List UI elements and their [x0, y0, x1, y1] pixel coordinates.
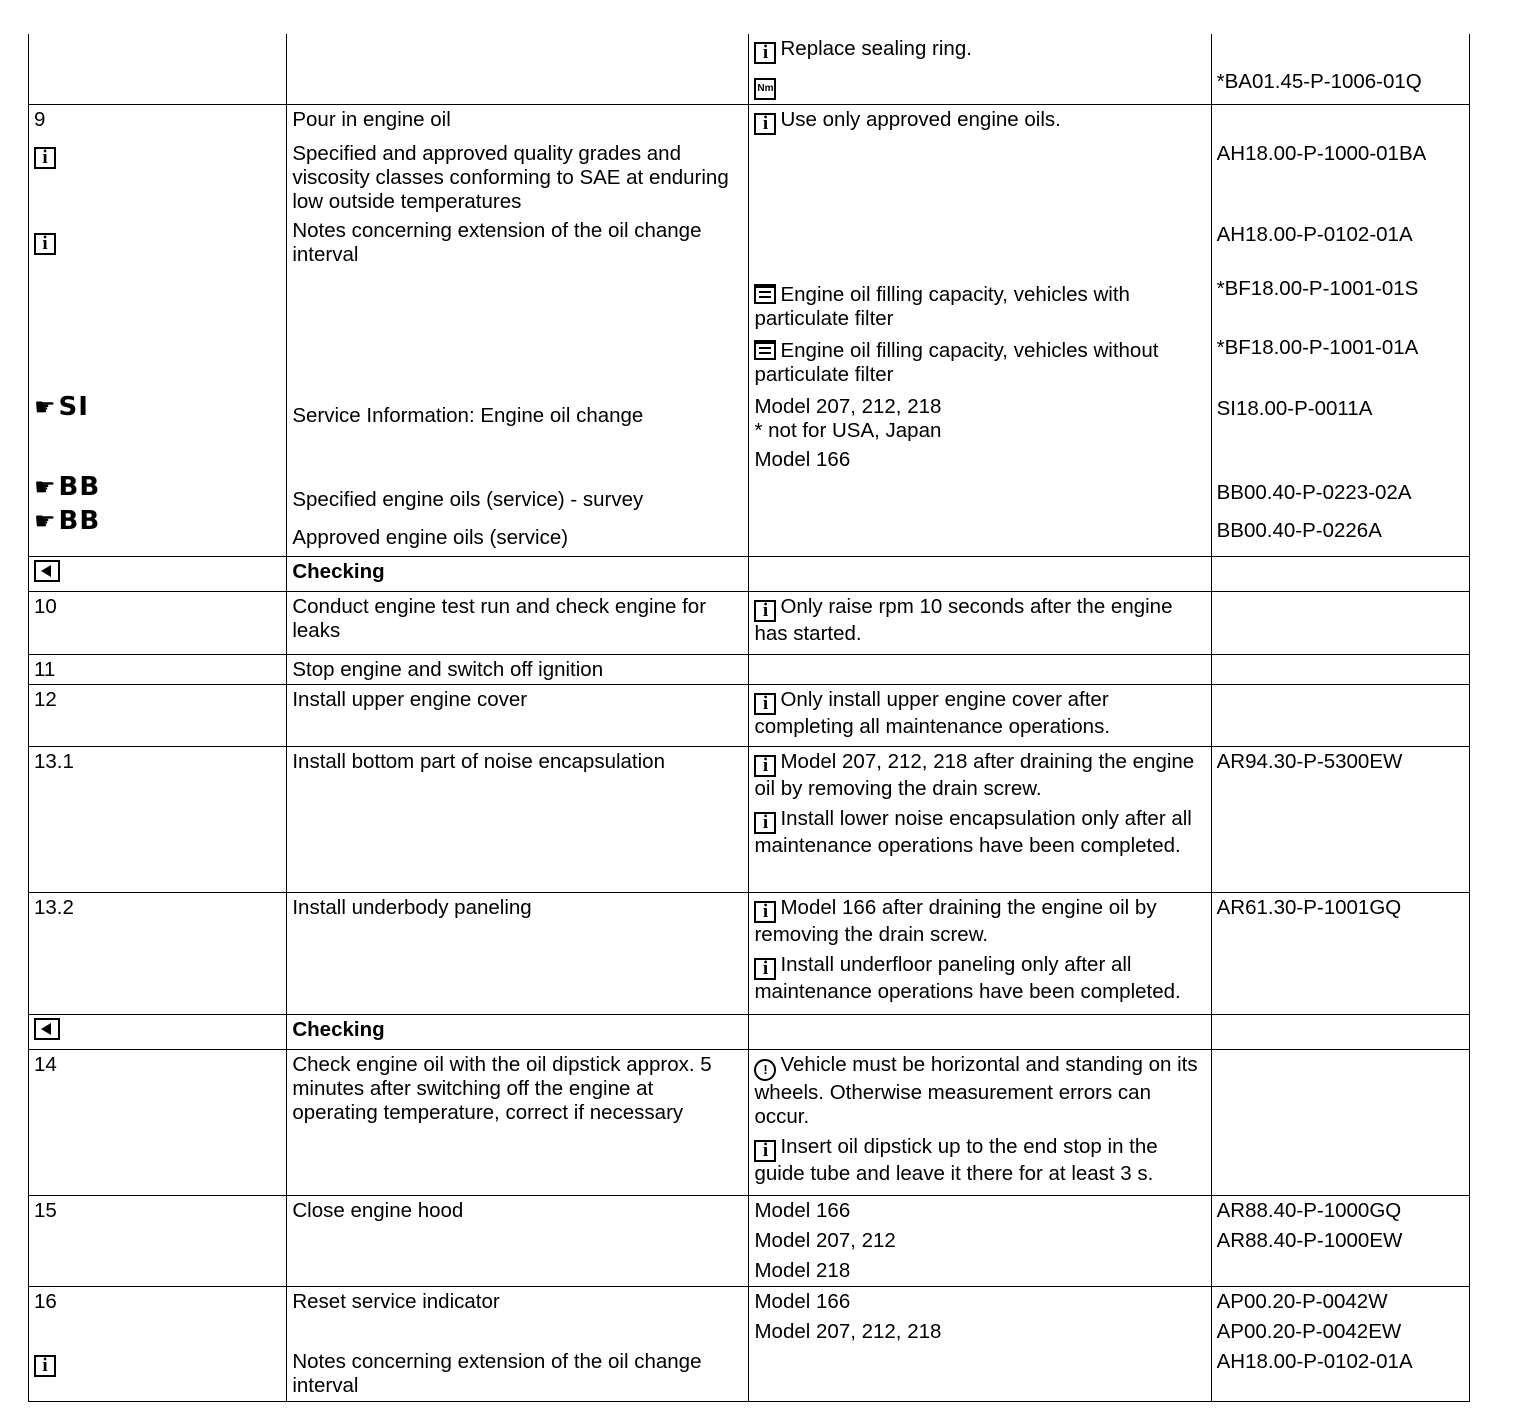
model-text: Model 166 — [754, 1198, 851, 1222]
action-cell — [287, 556, 749, 591]
action-cell — [287, 892, 749, 1014]
step-number: 12 — [34, 687, 57, 711]
ref-cell — [1211, 892, 1469, 1014]
action-cell — [287, 1014, 749, 1049]
info-icon: i — [754, 1140, 776, 1162]
table-row-checking — [29, 556, 1470, 591]
ref-link[interactable]: BB00.40-P-0226A — [1216, 518, 1382, 542]
info-text: Notes concerning extension of the oil change interval — [292, 218, 702, 266]
info-icon: i — [34, 1355, 56, 1377]
model-text: Model 207, 212 — [754, 1228, 896, 1252]
ref-link[interactable]: AP00.20-P-0042W — [1216, 1289, 1388, 1313]
note-cell — [749, 34, 1211, 104]
note-cell — [749, 1049, 1211, 1195]
warning-circle-icon: ! — [754, 1059, 776, 1081]
model-text: * not for USA, Japan — [754, 418, 942, 442]
table-row-continued — [29, 34, 1470, 104]
step-cell — [29, 104, 287, 556]
table-row-step-14 — [29, 1049, 1470, 1195]
ref-link[interactable]: AR94.30-P-5300EW — [1216, 749, 1403, 773]
ref-link[interactable]: SI18.00-P-0011A — [1216, 396, 1373, 420]
step-number: 10 — [34, 594, 57, 618]
info-icon: i — [754, 42, 776, 64]
note-text: Model 166 after draining the engine oil by removing the drain screw. — [754, 895, 1157, 946]
table-row-step-16 — [29, 1286, 1470, 1401]
action-cell — [287, 1195, 749, 1286]
note-cell — [749, 1286, 1211, 1401]
ref-link[interactable]: AP00.20-P-0042EW — [1216, 1319, 1402, 1343]
note-cell — [749, 1195, 1211, 1286]
note-text: Insert oil dipstick up to the end stop in the guide tube and leave it there for at least 3 s. — [754, 1134, 1158, 1185]
hand-pointer-icon: ☛ — [34, 472, 57, 501]
step-cell — [29, 556, 287, 591]
torque-nm-icon: Nm — [754, 78, 776, 100]
note-text: Only raise rpm 10 seconds after the engine has started. — [754, 594, 1173, 645]
procedure-table — [28, 34, 1470, 1402]
bb-label: BB — [58, 505, 101, 536]
capacity-book-icon — [754, 284, 776, 304]
step-number: 11 — [34, 657, 56, 681]
ref-link[interactable]: *BF18.00-P-1001-01S — [1216, 276, 1419, 300]
info-icon: i — [34, 147, 56, 169]
checking-arrow-icon — [34, 1018, 60, 1040]
note-cell — [749, 591, 1211, 654]
step-cell — [29, 1014, 287, 1049]
capacity-text: Engine oil filling capacity, vehicles without particulate filter — [754, 338, 1159, 386]
step-number: 14 — [34, 1052, 57, 1076]
info-icon: i — [754, 901, 776, 923]
ref-cell — [1211, 654, 1469, 684]
info-icon: i — [754, 812, 776, 834]
action-text: Stop engine and switch off ignition — [292, 657, 604, 681]
note-cell — [749, 1014, 1211, 1049]
note-text: Use only approved engine oils. — [780, 107, 1061, 131]
info-icon: i — [754, 693, 776, 715]
action-text: Close engine hood — [292, 1198, 464, 1222]
step-number: 13.2 — [34, 895, 74, 919]
step-cell — [29, 591, 287, 654]
ref-cell — [1211, 1195, 1469, 1286]
action-cell — [287, 654, 749, 684]
checking-heading: Checking — [292, 1017, 385, 1041]
ref-cell — [1211, 104, 1469, 556]
ref-link[interactable]: AH18.00-P-1000-01BA — [1216, 141, 1427, 165]
action-text: Reset service indicator — [292, 1289, 500, 1313]
table-row-step-15 — [29, 1195, 1470, 1286]
model-text: Model 207, 212, 218 — [754, 394, 942, 418]
step-number: 15 — [34, 1198, 57, 1222]
si-label: SI — [58, 391, 89, 422]
note-cell — [749, 104, 1211, 556]
table-row-step-13-1 — [29, 746, 1470, 892]
action-cell — [287, 1286, 749, 1401]
ref-link[interactable]: AR88.40-P-1000GQ — [1216, 1198, 1402, 1222]
capacity-book-icon — [754, 340, 776, 360]
step-cell — [29, 34, 287, 104]
ref-cell — [1211, 591, 1469, 654]
model-text: Model 166 — [754, 1289, 851, 1313]
model-text: Model 166 — [754, 447, 851, 471]
info-icon: i — [754, 958, 776, 980]
ref-cell — [1211, 684, 1469, 746]
action-text: Install underbody paneling — [292, 895, 532, 919]
note-text: Replace sealing ring. — [780, 37, 972, 60]
note-text: Only install upper engine cover after completing all maintenance operations. — [754, 687, 1111, 738]
table-row-step-13-2 — [29, 892, 1470, 1014]
info-icon: i — [754, 600, 776, 622]
table-row-step-10 — [29, 591, 1470, 654]
table-row-step-12 — [29, 684, 1470, 746]
action-text: Conduct engine test run and check engine for leaks — [292, 594, 707, 642]
step-cell — [29, 892, 287, 1014]
step-cell — [29, 1195, 287, 1286]
note-text: Model 207, 212, 218 after draining the engine oil by removing the drain screw. — [754, 749, 1195, 800]
note-text: Install lower noise encapsulation only after all maintenance operations have been completed. — [754, 806, 1192, 857]
action-cell — [287, 746, 749, 892]
action-cell — [287, 34, 749, 104]
ref-link[interactable]: *BF18.00-P-1001-01A — [1216, 335, 1419, 359]
note-text: Vehicle must be horizontal and standing on its wheels. Otherwise measurement errors can occur. — [754, 1052, 1198, 1128]
hand-pointer-icon: ☛ — [34, 392, 57, 421]
ref-link[interactable]: BB00.40-P-0223-02A — [1216, 480, 1412, 504]
info-text: Notes concerning extension of the oil change interval — [292, 1349, 702, 1397]
ref-cell — [1211, 746, 1469, 892]
table-row-checking — [29, 1014, 1470, 1049]
bb-text: Specified engine oils (service) - survey — [292, 487, 644, 511]
action-cell — [287, 684, 749, 746]
note-cell — [749, 556, 1211, 591]
table-row-step-9 — [29, 104, 1470, 556]
hand-pointer-icon: ☛ — [34, 506, 57, 535]
bb-text: Approved engine oils (service) — [292, 525, 569, 549]
model-text: Model 218 — [754, 1258, 851, 1282]
step-cell — [29, 1286, 287, 1401]
step-number: 9 — [34, 107, 46, 131]
ref-link[interactable]: AH18.00-P-0102-01A — [1216, 1349, 1413, 1373]
model-text: Model 207, 212, 218 — [754, 1319, 942, 1343]
action-text: Install bottom part of noise encapsulation — [292, 749, 665, 773]
ref-cell — [1211, 1014, 1469, 1049]
info-icon: i — [754, 113, 776, 135]
ref-cell — [1211, 556, 1469, 591]
action-text: Install upper engine cover — [292, 687, 528, 711]
note-text: Install underfloor paneling only after all maintenance operations have been completed. — [754, 952, 1181, 1003]
action-cell — [287, 1049, 749, 1195]
ref-link[interactable]: AR61.30-P-1001GQ — [1216, 895, 1402, 919]
bb-label: BB — [58, 471, 101, 502]
step-cell — [29, 1049, 287, 1195]
ref-link[interactable]: *BA01.45-P-1006-01Q — [1216, 70, 1422, 93]
checking-arrow-icon — [34, 560, 60, 582]
note-cell — [749, 654, 1211, 684]
step-cell — [29, 684, 287, 746]
ref-link[interactable]: AH18.00-P-0102-01A — [1216, 222, 1413, 246]
action-cell — [287, 104, 749, 556]
note-cell — [749, 892, 1211, 1014]
ref-cell — [1211, 34, 1469, 104]
action-text: Check engine oil with the oil dipstick approx. 5 minutes after switching off the engine at operating temperature, correct if necessary — [292, 1052, 712, 1124]
checking-heading: Checking — [292, 559, 385, 583]
info-icon: i — [34, 233, 56, 255]
info-text: Specified and approved quality grades and viscosity classes conforming to SAE at enduring low outside temperatures — [292, 141, 729, 213]
capacity-text: Engine oil filling capacity, vehicles with particulate filter — [754, 282, 1130, 330]
action-cell — [287, 591, 749, 654]
step-cell — [29, 654, 287, 684]
step-number: 16 — [34, 1289, 57, 1313]
step-cell — [29, 746, 287, 892]
note-cell — [749, 746, 1211, 892]
ref-cell — [1211, 1049, 1469, 1195]
action-text: Pour in engine oil — [292, 107, 451, 131]
info-icon: i — [754, 755, 776, 777]
si-text: Service Information: Engine oil change — [292, 403, 644, 427]
ref-link[interactable]: AR88.40-P-1000EW — [1216, 1228, 1403, 1252]
ref-cell — [1211, 1286, 1469, 1401]
note-cell — [749, 684, 1211, 746]
table-row-step-11 — [29, 654, 1470, 684]
step-number: 13.1 — [34, 749, 74, 773]
